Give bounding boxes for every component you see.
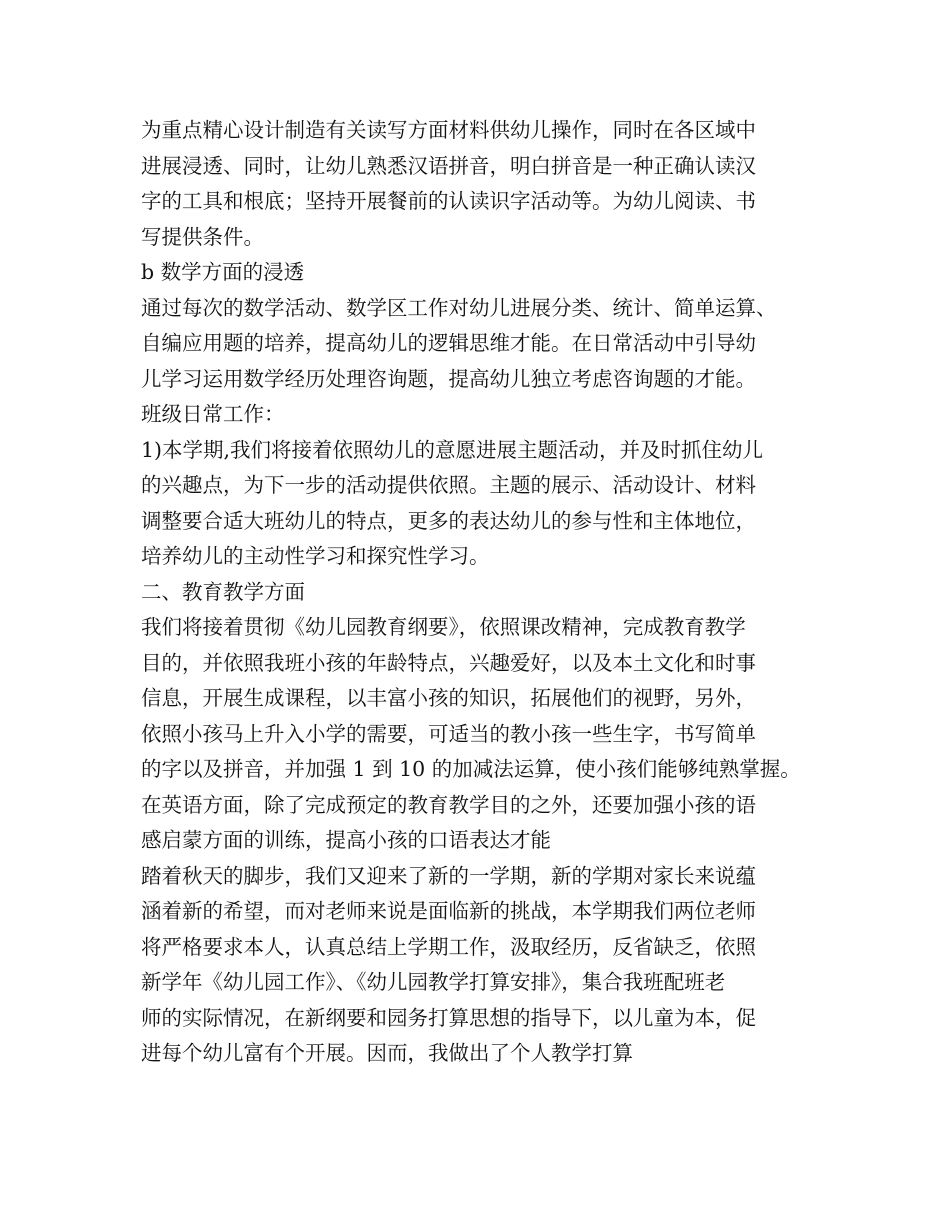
- text-line: 字的工具和根底；坚持开展餐前的认读识字活动等。为幼儿阅读、书: [141, 189, 756, 213]
- text-line: 进展浸透、同时，让幼儿熟悉汉语拼音，明白拼音是一种正确认读汉: [141, 153, 756, 178]
- text-line: 为重点精心设计制造有关读写方面材料供幼儿操作，同时在各区域中: [141, 118, 756, 142]
- text-line: 写提供条件。: [141, 224, 264, 249]
- text-line: 我们将接着贯彻《幼儿园教育纲要》，依照课改精神，完成教育教学: [141, 615, 746, 639]
- text-line: 1)本学期,我们将接着依照幼儿的意愿进展主题活动，并及时抓住幼儿: [141, 437, 764, 462]
- text-line: 依照小孩马上升入小学的需要，可适当的教小孩一些生字，书写简单: [141, 721, 756, 746]
- text-line: 涵着新的希望，而对老师来说是面临新的挑战，本学期我们两位老师: [141, 899, 756, 923]
- text-line: 在英语方面，除了完成预定的教育教学目的之外，还要加强小孩的语: [141, 792, 756, 817]
- text-line: 培养幼儿的主动性学习和探究性学习。: [141, 544, 490, 568]
- text-line: 新学年《幼儿园工作》、《幼儿园教学打算安排》，集合我班配班老: [141, 970, 726, 994]
- text-line: 目的，并依照我班小孩的年龄特点，兴趣爱好，以及本土文化和时事: [141, 650, 756, 675]
- text-line: 将严格要求本人，认真总结上学期工作，汲取经历，反省缺乏，依照: [141, 934, 756, 959]
- section-heading: 班级日常工作：: [141, 402, 285, 426]
- text-line: 自编应用题的培养，提高幼儿的逻辑思维才能。在日常活动中引导幼: [141, 331, 756, 355]
- section-heading: b 数学方面的浸透: [141, 260, 305, 284]
- text-line: 踏着秋天的脚步，我们又迎来了新的一学期，新的学期对家长来说蕴: [141, 863, 756, 888]
- document-body: [141, 113, 841, 1072]
- text-line: 儿学习运用数学经历处理咨询题，提高幼儿独立考虑咨询题的才能。: [141, 366, 756, 391]
- text-line: 进每个幼儿富有个开展。因而，我做出了个人教学打算: [141, 1041, 633, 1065]
- text-line: 信息，开展生成课程，以丰富小孩的知识，拓展他们的视野，另外，: [141, 686, 756, 710]
- text-line: 师的实际情况，在新纲要和园务打算思想的指导下，以儿童为本，促: [141, 1005, 756, 1030]
- section-heading: 二、教育教学方面: [141, 579, 305, 604]
- text-line: 的字以及拼音，并加强 1 到 10 的加减法运算，使小孩们能够纯熟掌握。: [141, 757, 801, 781]
- text-line: 的兴趣点，为下一步的活动提供依照。主题的展示、活动设计、材料: [141, 473, 756, 497]
- text-line: 调整要合适大班幼儿的特点，更多的表达幼儿的参与性和主体地位，: [141, 508, 756, 533]
- text-line: 感启蒙方面的训练，提高小孩的口语表达才能: [141, 828, 551, 852]
- text-line: 通过每次的数学活动、数学区工作对幼儿进展分类、统计、简单运算、: [141, 295, 777, 320]
